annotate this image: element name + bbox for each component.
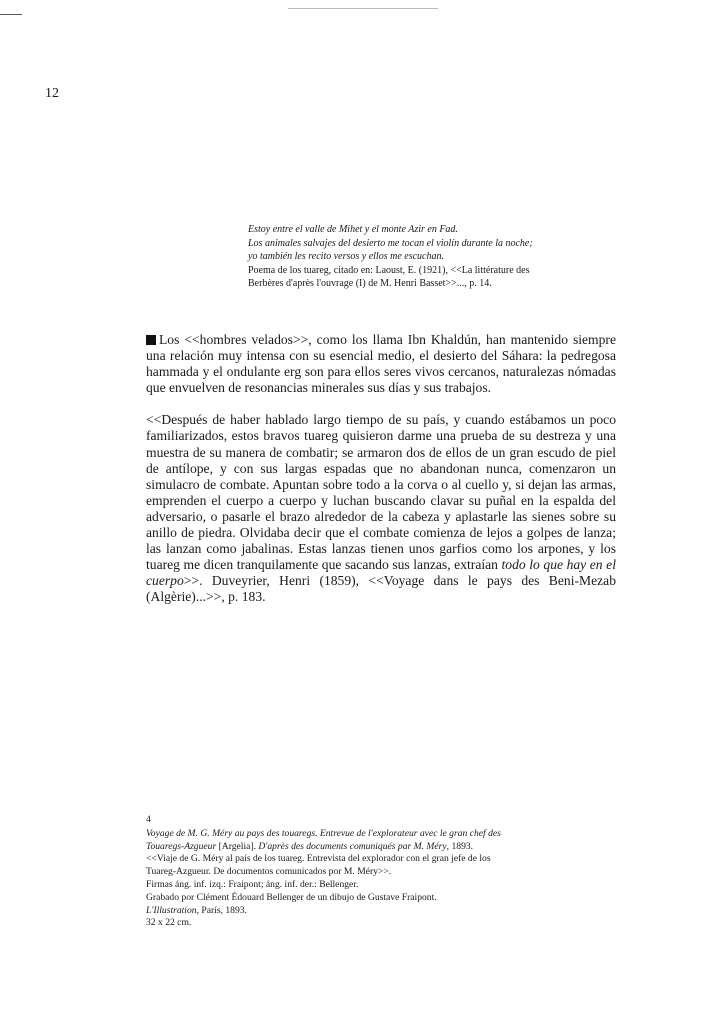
epigraph bbox=[248, 223, 618, 291]
footnote-italic-segment: D'après des documents comuniqués par M. Méry bbox=[258, 840, 447, 852]
epigraph-citation-line: Poema de los tuareg, citado en: Laoust, E. (1921), <<La littérature des bbox=[248, 264, 530, 276]
footnote-line: Voyage de M. G. Méry au pays des touaregs. Entrevue de l'explorateur avec le gran chef des bbox=[146, 827, 501, 839]
footnote-line: Firmas áng. inf. izq.: Fraipont; áng. inf. der.: Bellenger. bbox=[146, 878, 359, 890]
paragraph-1-text: Los <<hombres velados>>, como los llama Ibn Khaldún, han mantenido siempre una relación muy intensa con su esencial medio, el desierto del Sáhara: la pedregosa hammada y el ondulante erg son para ellos seres vivos cercanos, naturalezas nómadas que envuelven de resonancias minerales sus días y sus trabajos. bbox=[146, 332, 616, 396]
footnote-segment: , 1893. bbox=[446, 840, 474, 852]
footnote-italic-segment: L'Illustration bbox=[146, 904, 197, 916]
footnote-line: <<Viaje de G. Méry al país de los tuareg. Entrevista del explorador con el gran jefe de los bbox=[146, 853, 491, 865]
paragraph bbox=[146, 412, 616, 605]
footnote-line: Grabado por Clément Édouard Bellenger de un dibujo de Gustave Fraipont. bbox=[146, 891, 437, 903]
footnote-line bbox=[146, 905, 616, 918]
footnote-italic-segment: Touaregs-Azgueur bbox=[146, 840, 217, 852]
footnote-segment: [Argelia]. bbox=[216, 840, 259, 852]
scan-top-line bbox=[288, 8, 438, 9]
page-number: 12 bbox=[45, 86, 59, 101]
scan-edge-line bbox=[0, 14, 22, 15]
epigraph-verse-line: yo también les recito versos y ellos me escuchan. bbox=[248, 251, 444, 262]
footnote-line: 32 x 22 cm. bbox=[146, 917, 192, 929]
footnote-number: 4 bbox=[146, 814, 151, 825]
footnote-segment: , París, 1893. bbox=[196, 904, 247, 916]
footnote bbox=[146, 814, 616, 930]
main-text bbox=[146, 332, 616, 622]
square-bullet-icon bbox=[146, 335, 156, 345]
footnote-line bbox=[146, 841, 616, 854]
epigraph-verse-line: Los animales salvajes del desierto me tocan el violín durante la noche; bbox=[248, 237, 533, 249]
epigraph-citation-line: Berbères d'après l'ouvrage (I) de M. Henri Basset>>..., p. 14. bbox=[248, 278, 492, 289]
paragraph bbox=[146, 332, 616, 396]
paragraph-2-text: <<Después de haber hablado largo tiempo de su país, y cuando estábamos un poco familiarizados, estos bravos tuareg quisieron darme una prueba de su destreza y una muestra de su manera de combatir; se armaron dos de ellos de un gran escudo de piel de antílope, y con sus largas espadas que no abandonan nunca, comenzaron un simulacro de combate. Apuntan sobre todo a la corva o al cuello y, si dejan las armas, emprenden el cuerpo a cuerpo y luchan buscando clavar su puñal en la espalda del adversario, o pasarle el brazo alrededor de la cabeza y aplastarle las sienes sobre su anillo de piedra. Olvidaba decir que el combate comienza de lejos a golpes de lanza; las lanzan como jabalinas. Estas lanzas tienen unos garfios como los arpones, y los tuareg me dicen tranquilamente que sacando sus lanzas, extraían bbox=[146, 412, 616, 573]
footnote-line: Tuareg-Azgueur. De documentos comunicados por M. Méry>>. bbox=[146, 866, 392, 878]
paragraph-2-italic: todo lo que hay en el cuerpo bbox=[146, 557, 616, 589]
epigraph-verse-line: Estoy entre el valle de Mihet y el monte Azir en Fad. bbox=[248, 224, 458, 235]
paragraph-2-end: >>. Duveyrier, Henri (1859), <<Voyage dans le pays des Beni-Mezab (Algèrie)...>>, p. 183. bbox=[146, 573, 616, 605]
